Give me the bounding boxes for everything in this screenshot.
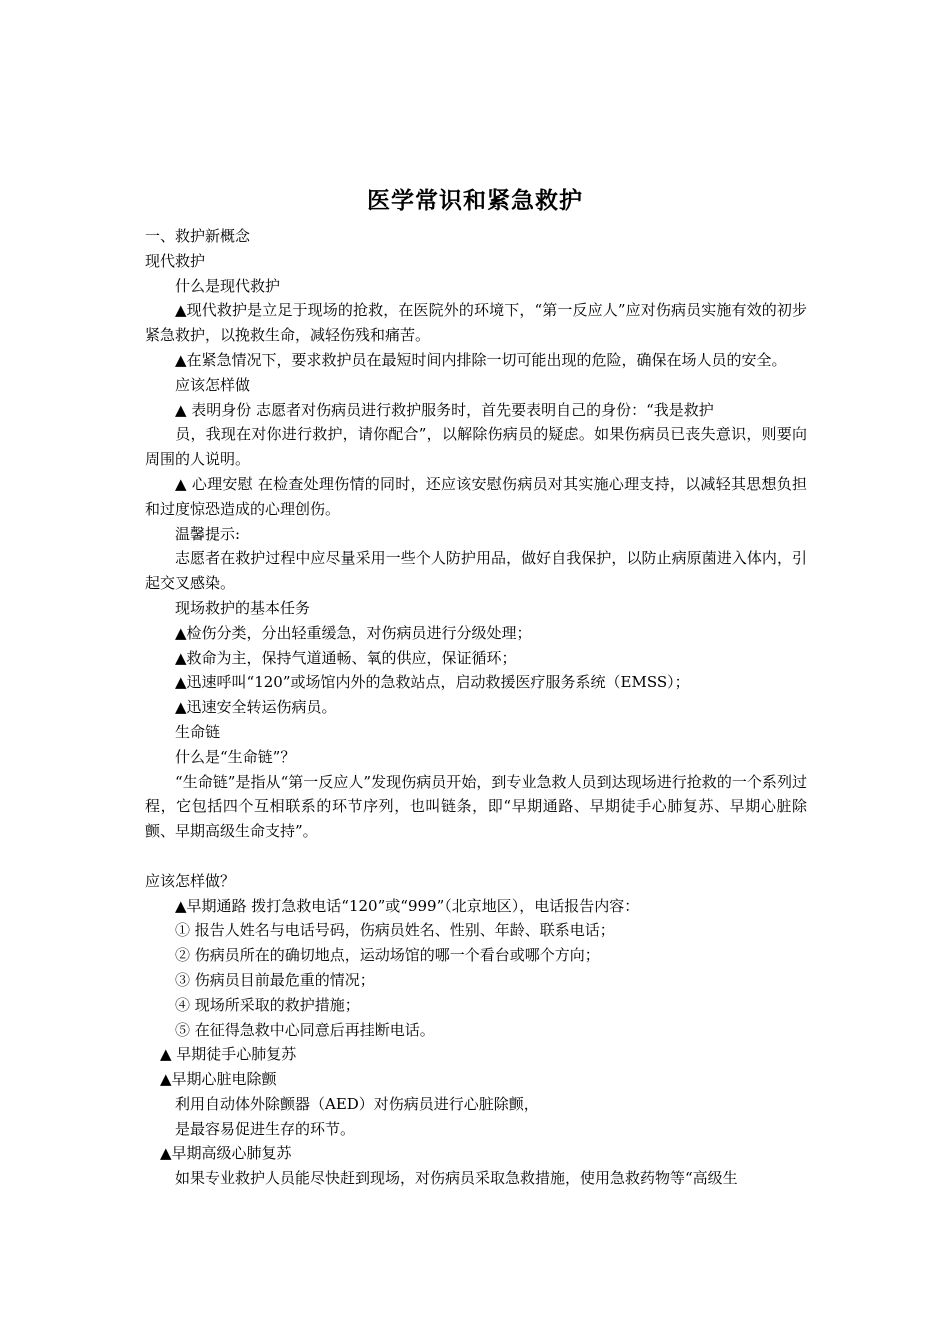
paragraph: ▲在紧急情况下，要求救护员在最短时间内排除一切可能出现的危险，确保在场人员的安全。 <box>175 350 787 369</box>
paragraph: ▲ 表明身份 志愿者对伤病员进行救护服务时，首先要表明自己的身份：“我是救护 <box>175 400 714 419</box>
paragraph: ▲ 心理安慰 在检查处理伤情的同时，还应该安慰伤病员对其实施心理支持，以减轻其思想负担和过度惊恐造成的心理创伤。 <box>145 474 807 518</box>
list-item: ▲早期通路 拨打急救电话“120”或“999”（北京地区），电话报告内容： <box>175 896 640 915</box>
list-item: ④ 现场所采取的救护措施； <box>175 995 360 1014</box>
paragraph: ▲现代救护是立足于现场的抢救，在医院外的环境下，“第一反应人”应对伤病员实施有效的初步紧急救护，以挽救生命，减轻伤残和痛苦。 <box>145 301 807 345</box>
list-item: ▲早期高级心肺复苏 <box>160 1144 292 1163</box>
subsection-heading: 现场救护的基本任务 <box>175 598 311 617</box>
list-item: ▲救命为主，保持气道通畅、氧的供应，保证循环； <box>175 648 517 667</box>
subsection-heading: 现代救护 <box>145 251 206 270</box>
subsection-heading: 什么是“生命链”？ <box>175 747 296 766</box>
subsection-heading: 应该怎样做？ <box>145 871 236 890</box>
list-item: ▲ 早期徒手心肺复苏 <box>160 1045 297 1064</box>
blank-line <box>145 844 807 869</box>
tip-heading: 温馨提示: <box>175 524 241 543</box>
list-item: ② 伤病员所在的确切地点，运动场馆的哪一个看台或哪个方向； <box>175 946 600 965</box>
subsection-heading: 生命链 <box>175 722 221 741</box>
section-heading: 一、救护新概念 <box>145 227 251 245</box>
paragraph-continued: 员，我现在对你进行救护，请你配合”，以解除伤病员的疑虑。如果伤病员已丧失意识，则要向周围的人说明。 <box>145 425 807 469</box>
paragraph: “生命链”是指从“第一反应人”发现伤病员开始，到专业急救人员到达现场进行抢救的一个系列过程，它包括四个互相联系的环节序列，也叫链条，即“早期通路、早期徒手心肺复苏、早期心脏除颤、早期高级生命支持”。 <box>145 772 807 841</box>
subsection-heading: 应该怎样做 <box>175 375 251 394</box>
paragraph: 利用自动体外除颤器（AED）对伤病员进行心脏除颤， <box>175 1094 539 1113</box>
list-item: ▲迅速安全转运伤病员。 <box>175 698 337 717</box>
list-item: ▲迅速呼叫“120”或场馆内外的急救站点，启动救援医疗服务系统（EMSS）； <box>175 673 690 692</box>
paragraph: 志愿者在救护过程中应尽量采用一些个人防护用品，做好自我保护，以防止病原菌进入体内，引起交叉感染。 <box>145 549 807 593</box>
list-item: ▲检伤分类，分出轻重缓急，对伤病员进行分级处理； <box>175 623 532 642</box>
list-item: ③ 伤病员目前最危重的情况； <box>175 970 375 989</box>
paragraph: 是最容易促进生存的环节。 <box>175 1119 356 1138</box>
list-item: ① 报告人姓名与电话号码，伤病员姓名、性别、年龄、联系电话； <box>175 921 615 940</box>
document-body <box>145 224 807 1191</box>
list-item: ⑤ 在征得急救中心同意后再挂断电话。 <box>175 1020 435 1039</box>
page-title: 医学常识和紧急救护 <box>367 188 583 214</box>
paragraph: 如果专业救护人员能尽快赶到现场，对伤病员采取急救措施，使用急救药物等“高级生 <box>175 1169 738 1188</box>
subsection-heading: 什么是现代救护 <box>175 276 281 295</box>
list-item: ▲早期心脏电除颤 <box>160 1070 277 1089</box>
paragraph <box>145 422 807 472</box>
